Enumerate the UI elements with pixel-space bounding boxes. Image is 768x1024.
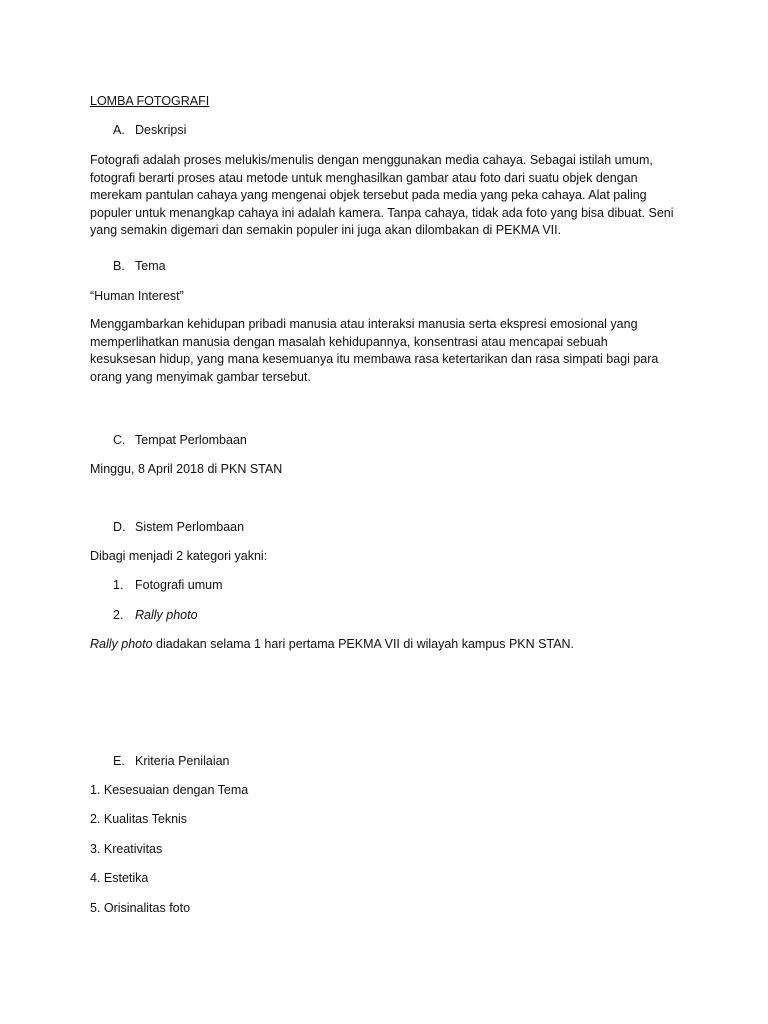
section-c-heading xyxy=(113,432,247,450)
section-b-title: Tema xyxy=(135,259,166,273)
paragraph-line: Menggambarkan kehidupan pribadi manusia atau interaksi manusia serta ekspresi emosional yang xyxy=(90,317,638,331)
category-label: Fotografi umum xyxy=(135,578,223,592)
section-c-letter: C. xyxy=(113,433,126,447)
category-number: 2. xyxy=(113,608,124,622)
criteria-item: 2. Kualitas Teknis xyxy=(90,812,188,826)
criteria-item: 5. Orisinalitas foto xyxy=(90,901,191,915)
section-d-letter: D. xyxy=(113,520,126,534)
categories-intro: Dibagi menjadi 2 kategori yakni: xyxy=(90,549,268,563)
section-c-title: Tempat Perlombaan xyxy=(135,433,247,447)
paragraph-line: merekam pantulan cahaya yang mengenai objek tersebut pada media yang peka cahaya. Alat paling xyxy=(90,188,647,202)
paragraph-line: orang yang menyimak gambar tersebut. xyxy=(90,369,311,384)
section-b-heading xyxy=(113,258,166,276)
section-a-paragraph xyxy=(90,152,682,240)
section-e-heading xyxy=(113,753,230,771)
section-e-title: Kriteria Penilaian xyxy=(135,754,230,768)
paragraph-line: memperlihatkan manusia dengan masalah kehidupannya, konsentrasi atau mencapai sebuah xyxy=(90,334,608,349)
criteria-item: 1. Kesesuaian dengan Tema xyxy=(90,783,249,797)
section-b-letter: B. xyxy=(113,259,125,273)
rally-photo-note xyxy=(90,636,682,654)
category-item xyxy=(113,607,198,625)
criteria-item: 4. Estetika xyxy=(90,871,149,885)
criteria-item: 3. Kreativitas xyxy=(90,842,163,856)
paragraph-line: fotografi berarti proses atau metode untuk menghasilkan gambar atau foto dari suatu objek dengan xyxy=(90,170,638,185)
paragraph-line: kesuksesan hidup, yang mana kesemuanya itu membawa rasa ketertarikan dan rasa simpati bagi para xyxy=(90,352,659,366)
paragraph-line: Fotografi adalah proses melukis/menulis dengan menggunakan media cahaya. Sebagai istilah umum, xyxy=(90,153,653,167)
category-number: 1. xyxy=(113,578,124,592)
section-a-heading xyxy=(113,122,186,140)
paragraph-line: yang semakin digemari dan semakin populer ini juga akan dilombakan di PEKMA VII. xyxy=(90,223,562,237)
paragraph-line: populer untuk menangkap cahaya ini adalah kamera. Tanpa cahaya, tidak ada foto yang bisa dibuat. Seni xyxy=(90,205,674,220)
section-a-letter: A. xyxy=(113,123,125,137)
venue-text: Minggu, 8 April 2018 di PKN STAN xyxy=(90,462,283,476)
category-item xyxy=(113,577,223,595)
section-a-title: Deskripsi xyxy=(135,123,187,137)
section-b-paragraph xyxy=(90,316,682,386)
document-title: LOMBA FOTOGRAFI xyxy=(90,94,210,108)
category-label: Rally photo xyxy=(135,608,198,622)
section-d-title: Sistem Perlombaan xyxy=(135,520,245,534)
theme-quote: “Human Interest” xyxy=(90,289,184,303)
section-d-heading xyxy=(113,519,244,537)
rally-photo-description: diadakan selama 1 hari pertama PEKMA VII di wilayah kampus PKN STAN. xyxy=(152,637,575,651)
rally-photo-term: Rally photo xyxy=(90,637,153,651)
section-e-letter: E. xyxy=(113,754,125,768)
